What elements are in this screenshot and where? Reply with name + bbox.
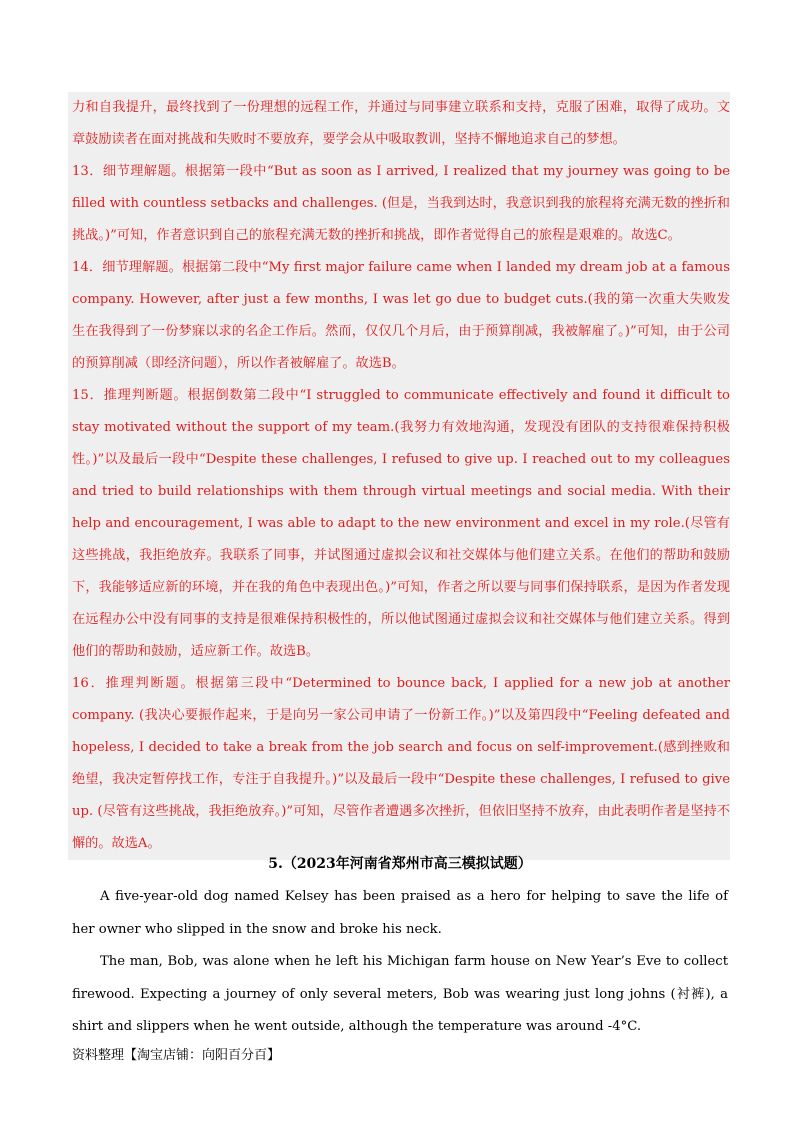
summary-paragraph: 力和自我提升，最终找到了一份理想的远程工作，并通过与同事建立联系和支持，克服了困难，取得了成功。文章鼓励读者在面对挑战和失败时不要放弃，要学会从中吸取教训，坚持不懈地追求自己的梦想。 bbox=[72, 100, 730, 147]
answer-14: 14．细节理解题。根据第二段中“My first major failure came when I landed my dream job at a famous company. However, after just a few months, I was let go due to budget cuts.(我的第一次重大失败发生在我得到了一份梦寐以求的名企工作后。然而，仅仅几个月后，由于预算削减，我被解雇了。)”可知，由于公司的预算削减（即经济问题），所以作者被解雇了。故选B。 bbox=[72, 260, 730, 371]
passage-paragraph-1: A five-year-old dog named Kelsey has been praised as a hero for helping to save the life of her owner who slipped in the snow and broke his neck. bbox=[72, 889, 728, 937]
reading-passage bbox=[72, 881, 728, 1044]
passage-paragraph-2: The man, Bob, was alone when he left his Michigan farm house on New Year’s Eve to collect firewood. Expecting a journey of only several meters, Bob was wearing just long johns (衬裤), a shirt and slippers when he went outside, although the temperature was around -4°C. bbox=[72, 954, 728, 1034]
answer-16: 16．推理判断题。根据第三段中“Determined to bounce back, I applied for a new job at another company. (我决心要振作起来，于是向另一家公司申请了一份新工作。)”以及第四段中“Feeling defeated and hopeless, I decided to take a break from the job search and focus on self-improvement.(感到挫败和绝望，我决定暂停找工作，专注于自我提升。)”以及最后一段中“Despite these challenges, I refused to give up. (尽管有这些挑战，我拒绝放弃。)”可知，尽管作者遭遇多次挫折，但依旧坚持不放弃，由此表明作者是坚持不懈的。故选A。 bbox=[72, 676, 730, 851]
answer-13: 13．细节理解题。根据第一段中“But as soon as I arrived, I realized that my journey was going to be filled with countless setbacks and challenges. (但是，当我到达时，我意识到我的旅程将充满无数的挫折和挑战。)”可知，作者意识到自己的旅程充满无数的挫折和挑战，即作者觉得自己的旅程是艰难的。故选C。 bbox=[72, 164, 730, 243]
section-title: 5.（2023年河南省郑州市高三模拟试题） bbox=[268, 856, 532, 872]
footer-source: 资料整理【淘宝店铺：向阳百分百】 bbox=[72, 1048, 281, 1063]
answer-explanations bbox=[68, 92, 730, 860]
answer-15: 15．推理判断题。根据倒数第二段中“I struggled to communicate effectively and found it difficult to stay motivated without the support of my team.(我努力有效地沟通，发现没有团队的支持很难保持积极性。)”以及最后一段中“Despite these challenges, I refused to give up. I reached out to my colleagues and tried to build relationships with them through virtual meetings and social media. With their help and encouragement, I was able to adapt to the new environment and excel in my role.(尽管有这些挑战，我拒绝放弃。我联系了同事，并试图通过虚拟会议和社交媒体与他们建立关系。在他们的帮助和鼓励下，我能够适应新的环境，并在我的角色中表现出色。)”可知，作者之所以要与同事们保持联系，是因为作者发现在远程办公中没有同事的支持是很难保持积极性的，所以他试图通过虚拟会议和社交媒体与他们建立关系。得到他们的帮助和鼓励，适应新工作。故选B。 bbox=[72, 388, 730, 659]
